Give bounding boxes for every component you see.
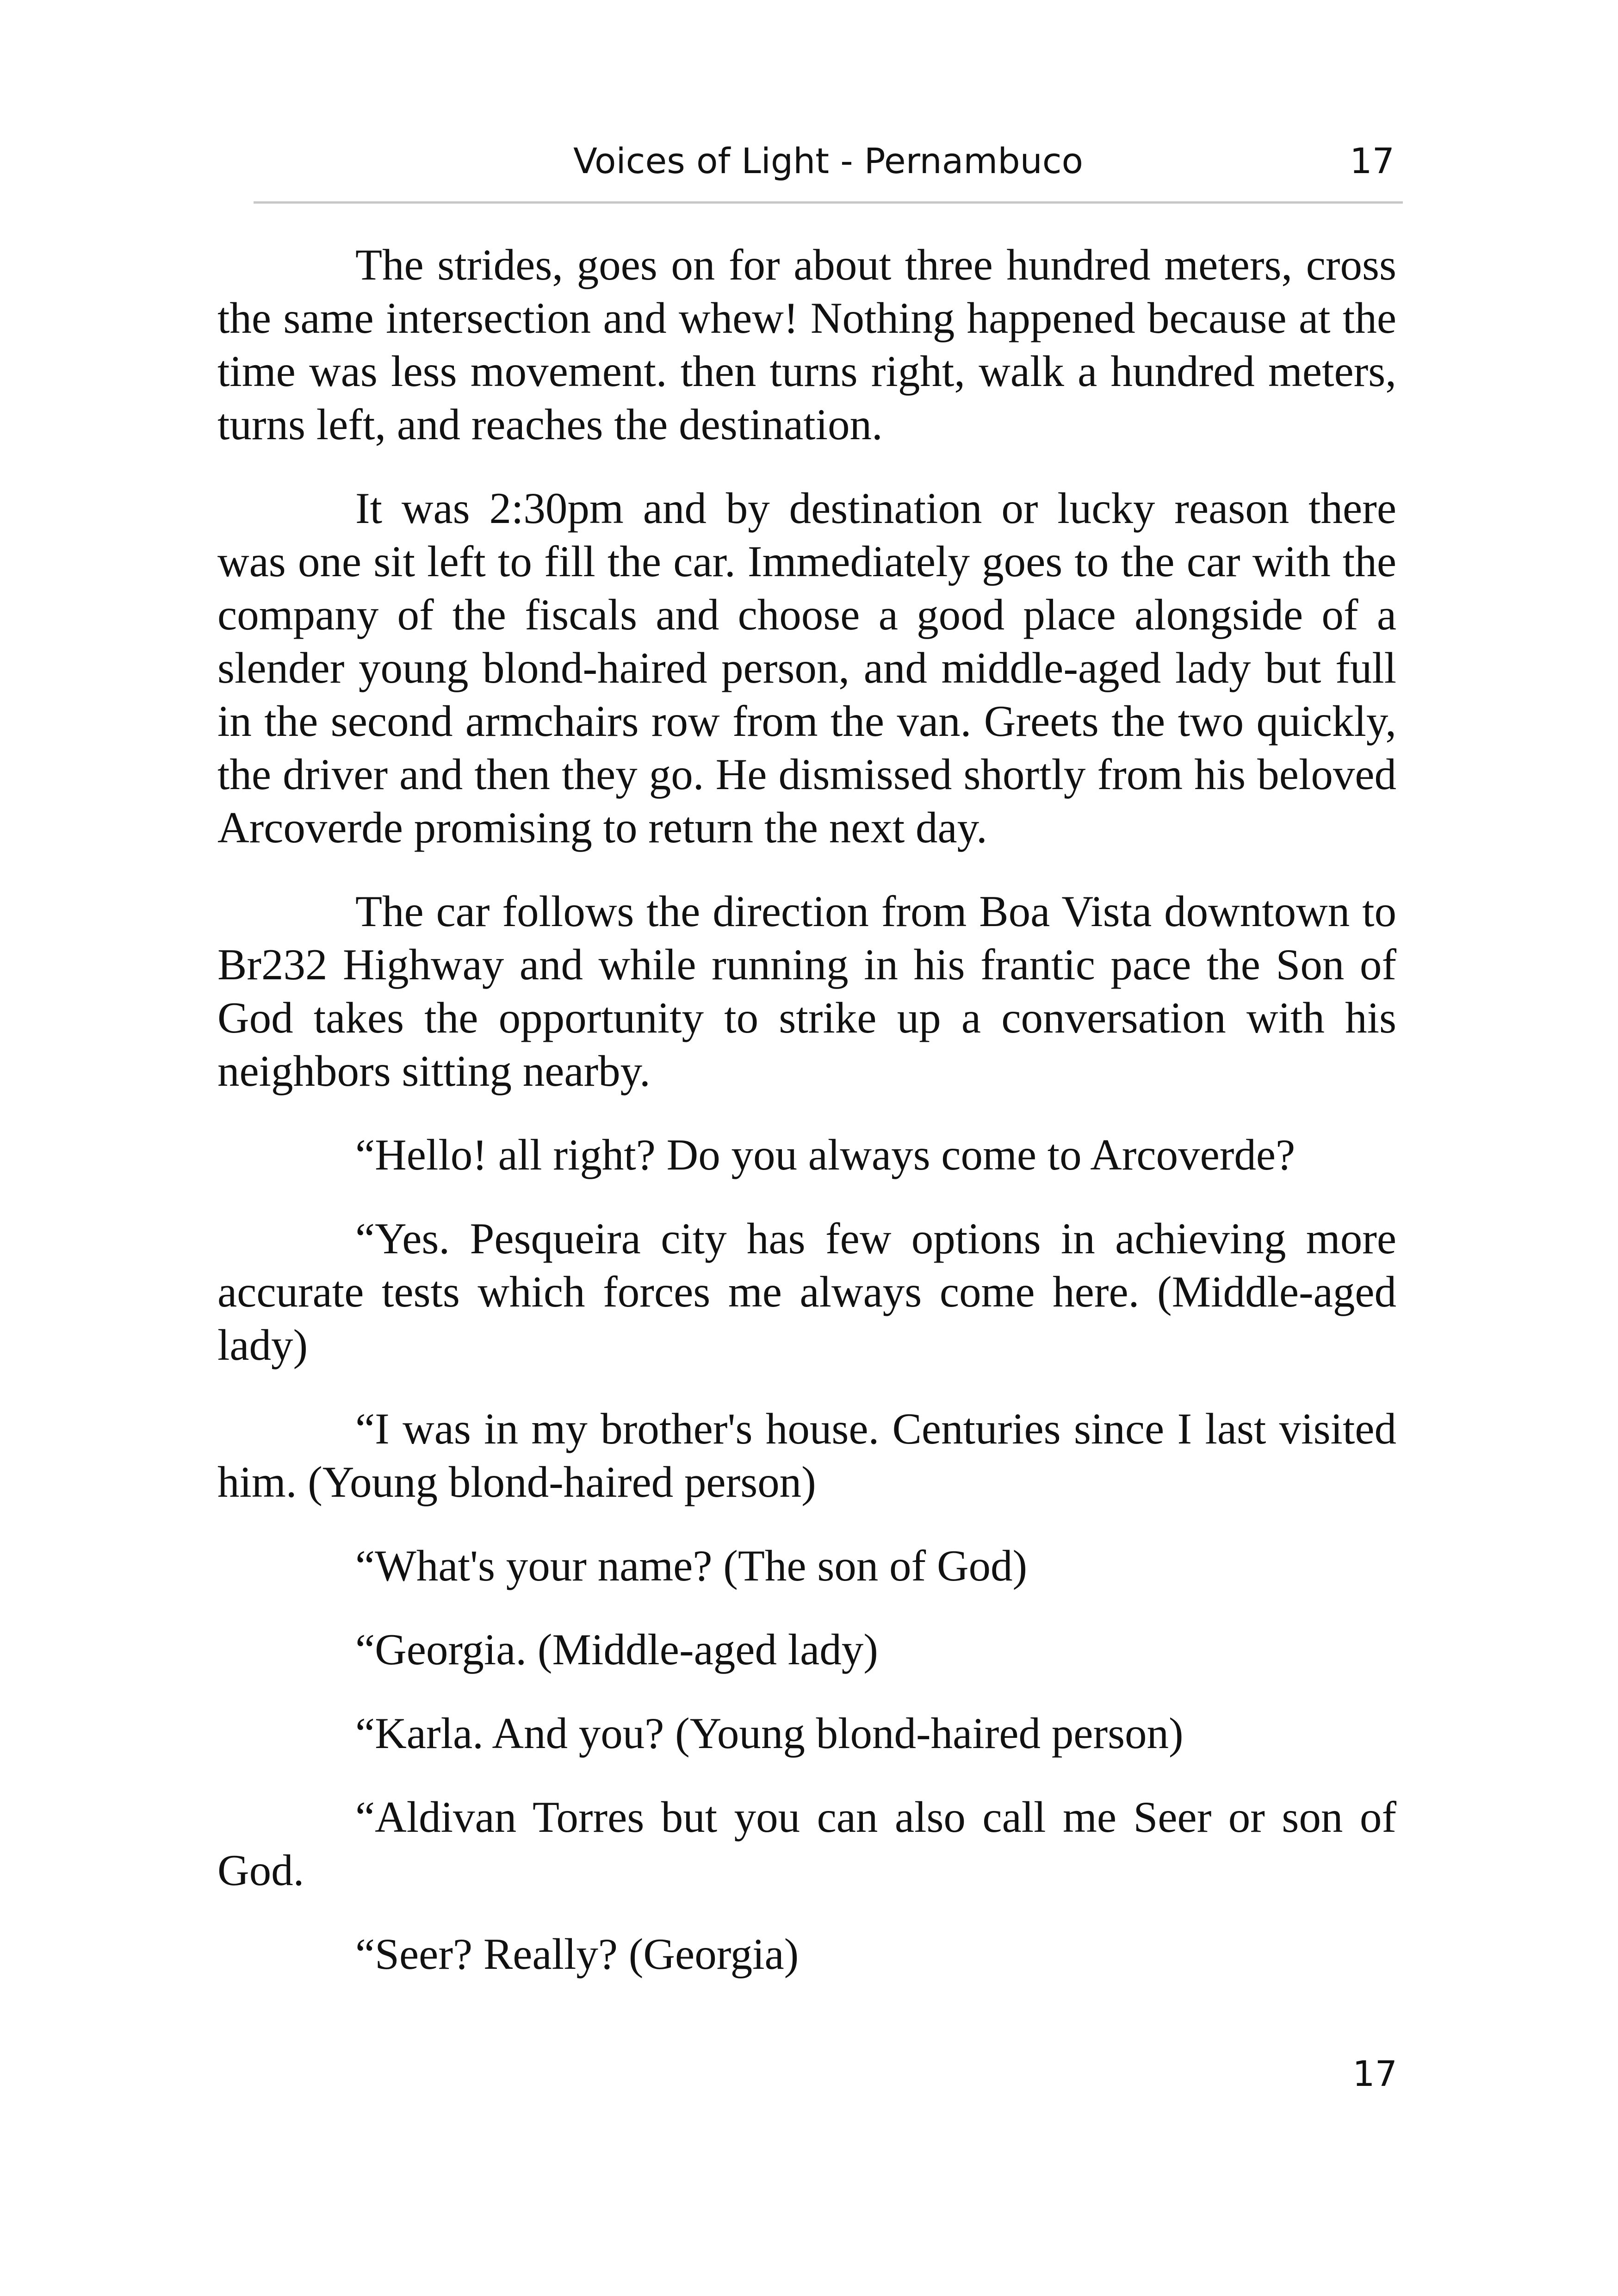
running-header [254, 134, 1403, 204]
dialogue-line: “Seer? Really? (Georgia) [355, 1929, 799, 1979]
paragraph: It was 2:30pm and by destination or lucky reason there was one sit left to fill the car. Immediately goes to the car with the company of the fiscals and choose a good place alongside of a slender young blond-haired person, and middle-aged lady but full in the second armchairs row from the van. Greets the two quickly, the driver and then they go. He dismissed shortly from his beloved Arcoverde promising to return the next day. [217, 484, 1396, 852]
dialogue-line: “Hello! all right? Do you always come to Arcoverde? [355, 1130, 1296, 1179]
dialogue-line: “What's your name? (The son of God) [355, 1541, 1028, 1590]
footer-page-number: 17 [1352, 2053, 1397, 2094]
header-page-number: 17 [1350, 140, 1395, 181]
paragraph: The strides, goes on for about three hundred meters, cross the same intersection and whew! Nothing happened because at the time was less movement. then turns right, walk a hundred meters, turns left, and reaches the destination. [217, 240, 1396, 449]
page-body [217, 238, 1396, 2011]
dialogue-line: “Yes. Pesqueira city has few options in achieving more accurate tests which forces me always come here. (Middle-aged lady) [217, 1214, 1396, 1369]
dialogue-line: “Georgia. (Middle-aged lady) [355, 1625, 878, 1674]
dialogue-line: “Aldivan Torres but you can also call me Seer or son of God. [217, 1792, 1396, 1895]
header-title: Voices of Light - Pernambuco [573, 140, 1084, 181]
paragraph: The car follows the direction from Boa Vista downtown to Br232 Highway and while running in his frantic pace the Son of God takes the opportunity to strike up a conversation with his neighbors sitting nearby. [217, 887, 1396, 1095]
dialogue-line: “I was in my brother's house. Centuries since I last visited him. (Young blond-haired person) [217, 1404, 1396, 1506]
dialogue-line: “Karla. And you? (Young blond-haired person) [355, 1709, 1184, 1758]
